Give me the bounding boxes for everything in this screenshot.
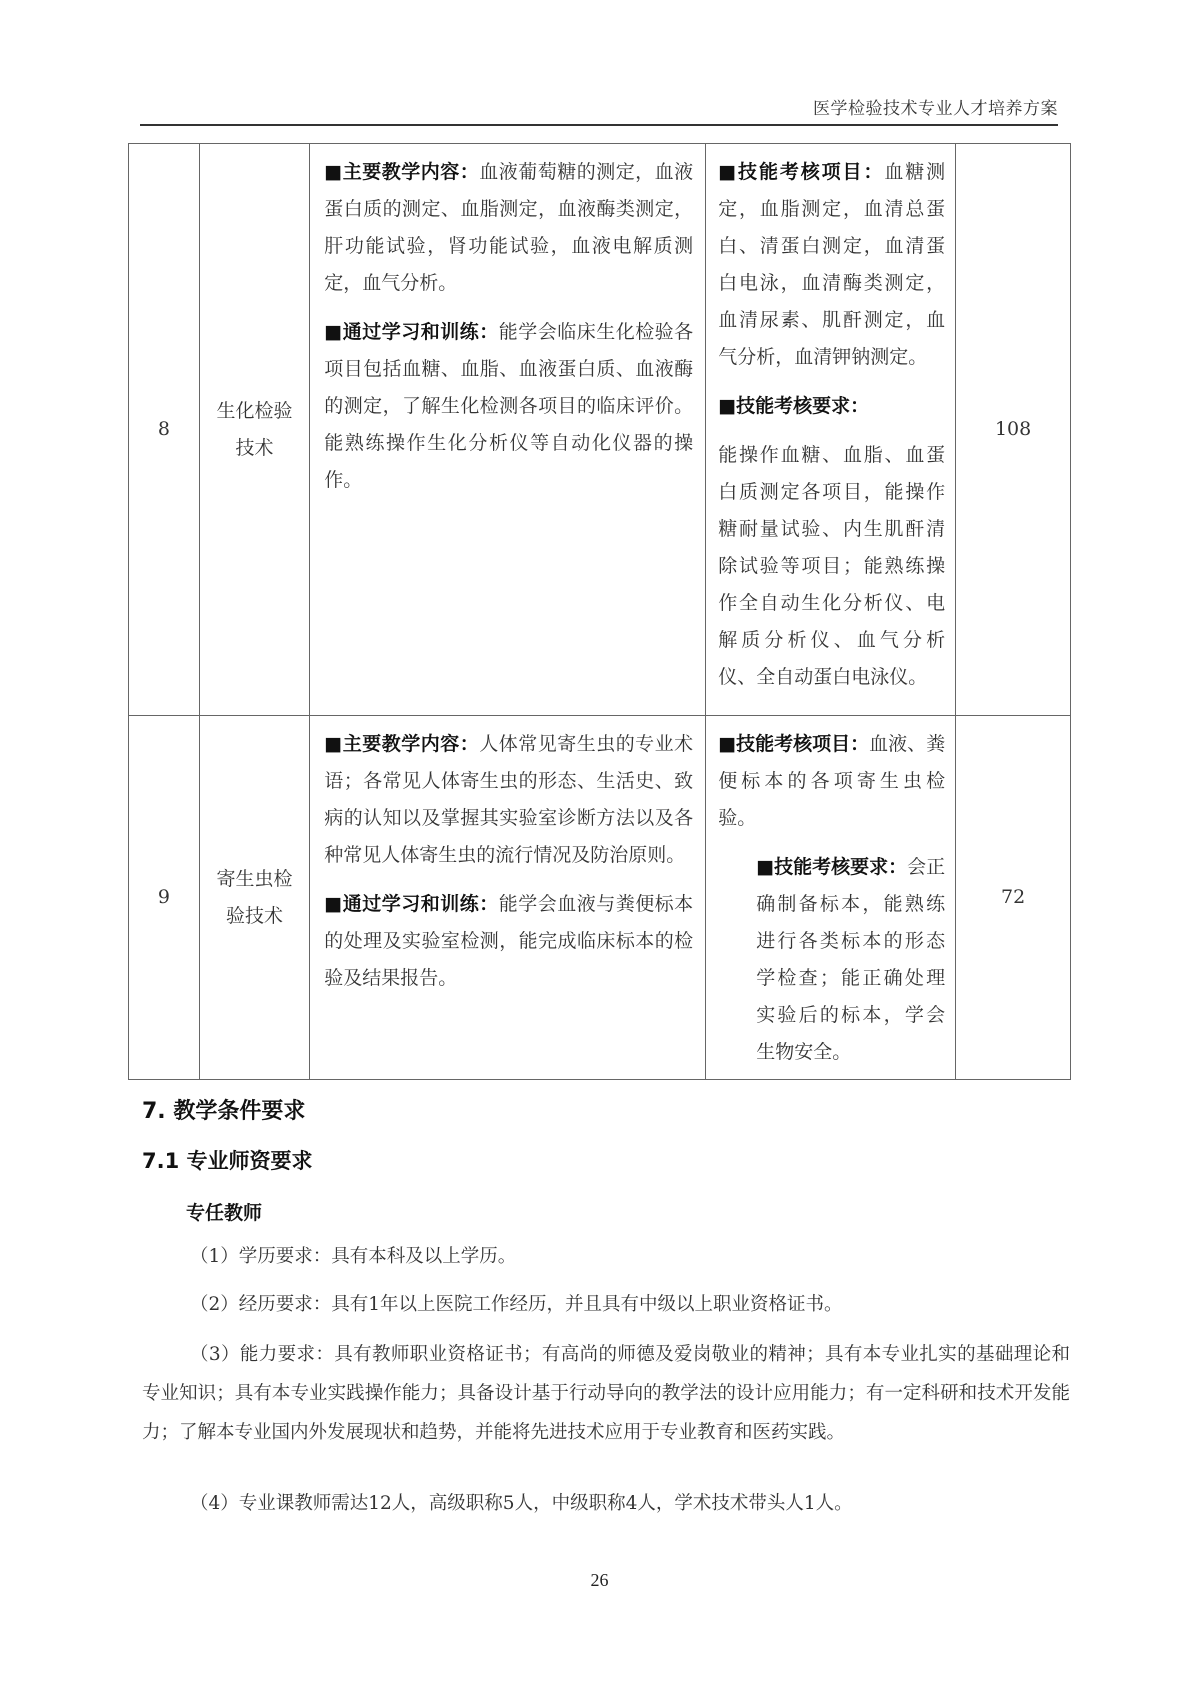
skill-assessment — [706, 144, 956, 716]
requirement-item: （1）学历要求：具有本科及以上学历。 — [190, 1246, 517, 1267]
course-hours: 72 — [956, 716, 1071, 1080]
subsection-heading: 7.1 专业师资要求 — [142, 1149, 313, 1173]
course-name: 生化检验 技术 — [199, 144, 310, 716]
content-paragraph: ■主要教学内容：人体常见寄生虫的专业术语；各常见人体寄生虫的形态、生活史、致病的认知以及掌握其实验室诊断方法以及各种常见人体寄生虫的流行情况及防治原则。 — [324, 733, 694, 866]
course-hours: 108 — [956, 144, 1071, 716]
assessment-paragraph: 能操作血糖、血脂、血蛋白质测定各项目，能操作糖耐量试验、内生肌酐清除试验等项目；能熟练操作全自动生化分析仪、电解质分析仪、血气分析仪、全自动蛋白电泳仪。 — [718, 444, 946, 688]
group-title: 专任教师 — [186, 1202, 263, 1224]
skill-assessment — [706, 716, 956, 1080]
course-content — [310, 716, 706, 1080]
course-number: 9 — [129, 716, 200, 1080]
course-content — [310, 144, 706, 716]
course-name: 寄生虫检 验技术 — [199, 716, 310, 1080]
table-row — [129, 144, 1071, 716]
content-paragraph: ■主要教学内容：血液葡萄糖的测定，血液蛋白质的测定、血脂测定，血液酶类测定，肝功能试验，肾功能试验，血液电解质测定，血气分析。 — [324, 161, 694, 294]
course-number: 8 — [129, 144, 200, 716]
content-paragraph: ■通过学习和训练：能学会临床生化检验各项目包括血糖、血脂、血液蛋白质、血液酶的测定，了解生化检测各项目的临床评价。能熟练操作生化分析仪等自动化仪器的操作。 — [324, 321, 694, 491]
assessment-paragraph: ■技能考核项目：血糖测定，血脂测定，血清总蛋白、清蛋白测定，血清蛋白电泳，血清酶类测定，血清尿素、肌酐测定，血气分析，血清钾钠测定。 — [718, 161, 946, 368]
running-header — [140, 94, 1058, 126]
table-row — [129, 716, 1071, 1080]
assessment-paragraph: ■技能考核要求： — [718, 395, 870, 417]
requirement-item: （3）能力要求：具有教师职业资格证书；有高尚的师德及爱岗敬业的精神；具有本专业扎实的基础理论和专业知识；具有本专业实践操作能力；具备设计基于行动导向的教学法的设计应用能力；有一定科研和技术开发能力；了解本专业国内外发展现状和趋势，并能将先进技术应用于专业教育和医药实践。 — [142, 1344, 1070, 1443]
document-title: 医学检验技术专业人才培养方案 — [813, 99, 1058, 119]
assessment-paragraph: ■技能考核要求：会正确制备标本，能熟练进行各类标本的形态学检查；能正确处理实验后的标本，学会生物安全。 — [756, 856, 946, 1063]
requirement-item: （4）专业课教师需达12人，高级职称5人，中级职称4人，学术技术带头人1人。 — [190, 1493, 853, 1514]
curriculum-table — [128, 143, 1071, 1080]
page-number: 26 — [590, 1570, 609, 1590]
requirement-item: （2）经历要求：具有1年以上医院工作经历，并且具有中级以上职业资格证书。 — [190, 1294, 843, 1315]
section-heading: 7. 教学条件要求 — [142, 1099, 306, 1124]
assessment-paragraph: ■技能考核项目：血液、粪便标本的各项寄生虫检验。 — [718, 733, 946, 829]
content-paragraph: ■通过学习和训练：能学会血液与粪便标本的处理及实验室检测，能完成临床标本的检验及结果报告。 — [324, 893, 694, 989]
